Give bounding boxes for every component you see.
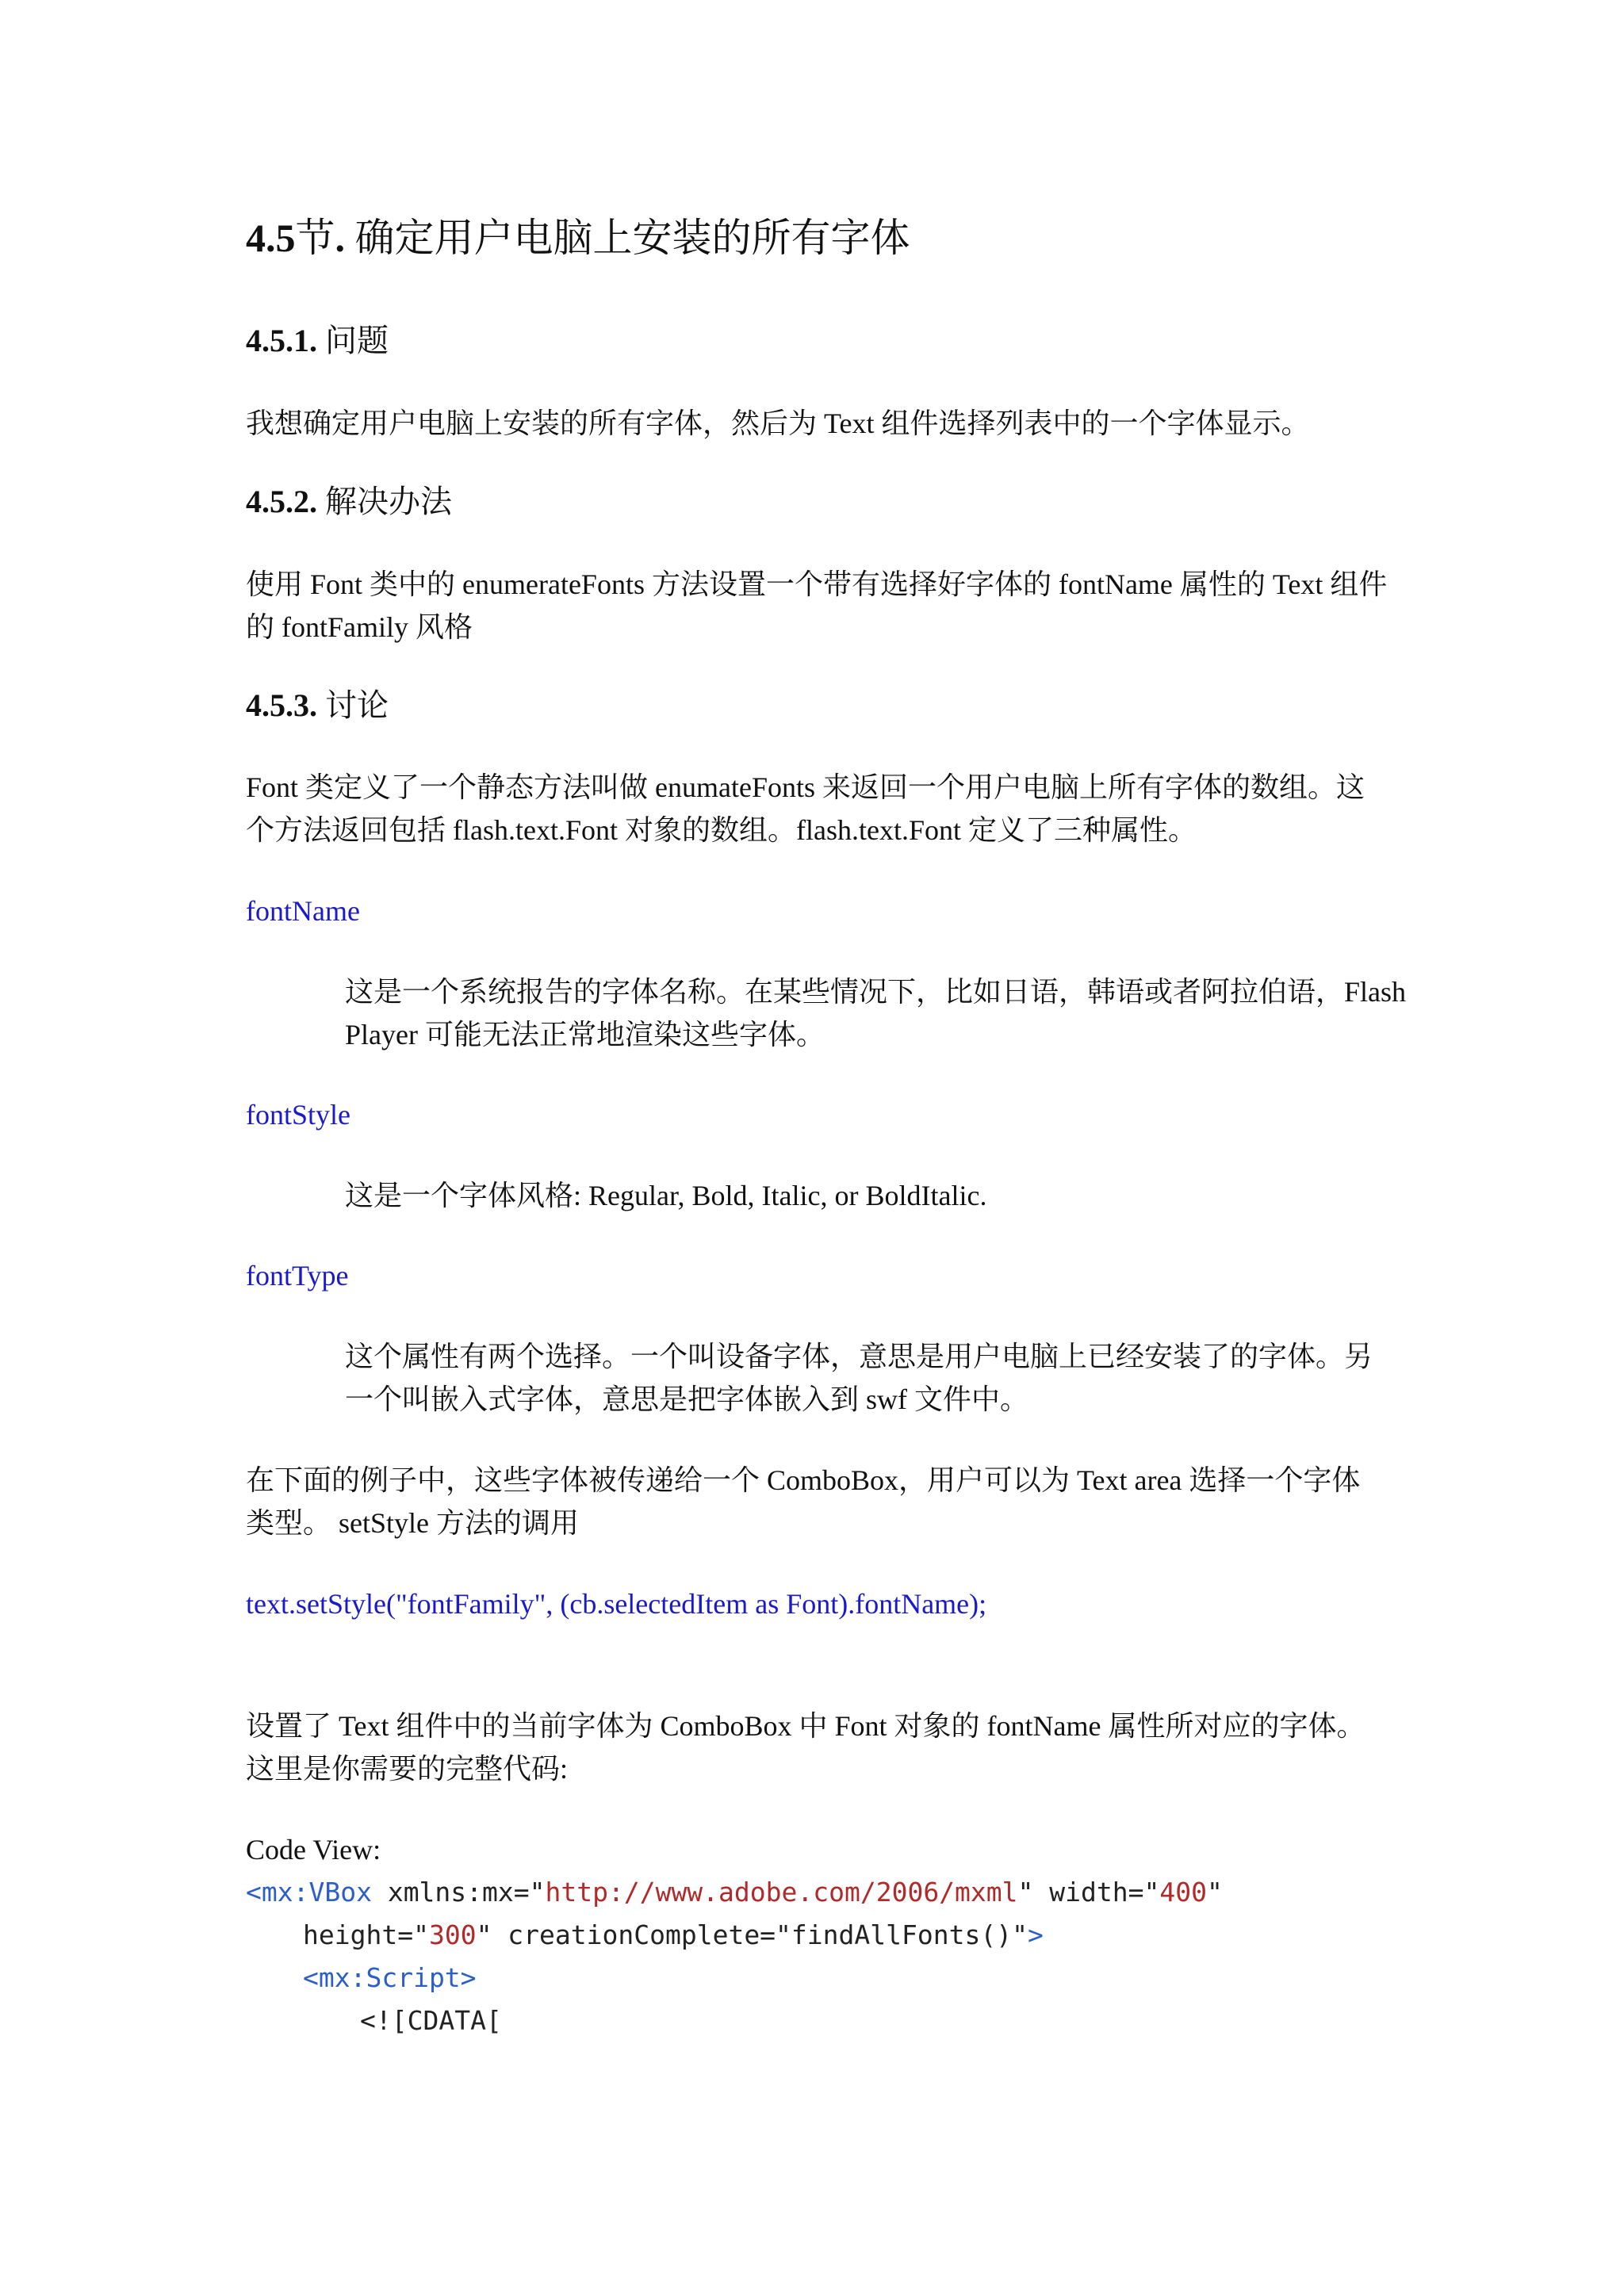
section-dot: .	[335, 216, 345, 260]
problem-title: 问题	[325, 323, 389, 358]
code-line-4	[360, 1999, 502, 2042]
code-token: xmlns:mx="	[371, 1877, 546, 1908]
section-title: 确定用户电脑上安装的所有字体	[354, 216, 910, 260]
term-fontname-desc-line2: Player 可能无法正常地渲染这些字体。	[345, 1019, 825, 1050]
term-fontstyle-desc-line1: 这是一个字体风格: Regular, Bold, Italic, or BoldItalic.	[345, 1180, 987, 1211]
after-text-line1: 设置了 Text 组件中的当前字体为 ComboBox 中 Font 对象的 fontName 属性所对应的字体。	[246, 1710, 1365, 1742]
code-token: findAllFonts()	[791, 1919, 1013, 1950]
code-token: " creationComplete="	[476, 1919, 791, 1950]
code-token: " width="	[1017, 1877, 1160, 1908]
solution-number: 4.5.2.	[246, 484, 317, 519]
term-fontstyle: fontStyle	[246, 1099, 350, 1131]
code-token: 400	[1159, 1877, 1207, 1908]
problem-heading	[246, 321, 389, 361]
term-fontname-desc-line1: 这是一个系统报告的字体名称。在某些情况下，比如日语，韩语或者阿拉伯语，Flash	[345, 976, 1407, 1008]
section-number: 4.5	[246, 216, 296, 260]
code-line-1	[246, 1871, 1223, 1914]
code-token: 300	[428, 1919, 477, 1950]
term-fontname: fontName	[246, 895, 360, 927]
code-token: http://www.adobe.com/2006/mxml	[545, 1877, 1018, 1908]
code-token: "	[1012, 1919, 1028, 1950]
problem-number: 4.5.1.	[246, 323, 317, 358]
solution-text-line2: 的 fontFamily 风格	[246, 611, 473, 643]
solution-heading	[246, 482, 452, 522]
discussion-intro-line2: 个方法返回包括 flash.text.Font 对象的数组。flash.text.Font 定义了三种属性。	[246, 814, 1197, 846]
code-token: <mx:Script>	[303, 1962, 477, 1993]
discussion-intro-line1: Font 类定义了一个静态方法叫做 enumateFonts 来返回一个用户电脑上所有字体的数组。这	[246, 771, 1365, 803]
code-line-2	[303, 1914, 1044, 1957]
code-token: >	[1027, 1919, 1044, 1950]
term-fonttype-desc-line2: 一个叫嵌入式字体，意思是把字体嵌入到 swf 文件中。	[345, 1383, 1028, 1415]
code-token: <mx:VBox	[246, 1877, 372, 1908]
discussion-title: 讨论	[325, 687, 389, 723]
discussion-number: 4.5.3.	[246, 687, 317, 723]
solution-title: 解决办法	[325, 484, 452, 519]
after-text-line2: 这里是你需要的完整代码:	[246, 1753, 569, 1785]
code-view-label: Code View:	[246, 1834, 381, 1866]
solution-text-line1: 使用 Font 类中的 enumerateFonts 方法设置一个带有选择好字体的 fontName 属性的 Text 组件	[246, 568, 1388, 600]
section-heading	[246, 214, 910, 262]
code-token: "	[1206, 1877, 1223, 1908]
code-token: height="	[303, 1919, 429, 1950]
code-line-3	[303, 1957, 477, 1999]
term-fonttype-desc-line1: 这个属性有两个选择。一个叫设备字体，意思是用户电脑上已经安装了的字体。另	[345, 1341, 1373, 1372]
code-token: <![CDATA[	[360, 2005, 502, 2036]
example-text-line2: 类型。 setStyle 方法的调用	[246, 1507, 579, 1539]
discussion-heading	[246, 686, 389, 725]
section-suffix: 节	[295, 216, 335, 260]
term-fonttype: fontType	[246, 1260, 349, 1292]
setstyle-code-statement: text.setStyle("fontFamily", (cb.selectedItem as Font).fontName);	[246, 1588, 987, 1620]
problem-text: 我想确定用户电脑上安装的所有字体，然后为 Text 组件选择列表中的一个字体显示。	[246, 408, 1310, 439]
example-text-line1: 在下面的例子中，这些字体被传递给一个 ComboBox，用户可以为 Text area 选择一个字体	[246, 1464, 1361, 1496]
